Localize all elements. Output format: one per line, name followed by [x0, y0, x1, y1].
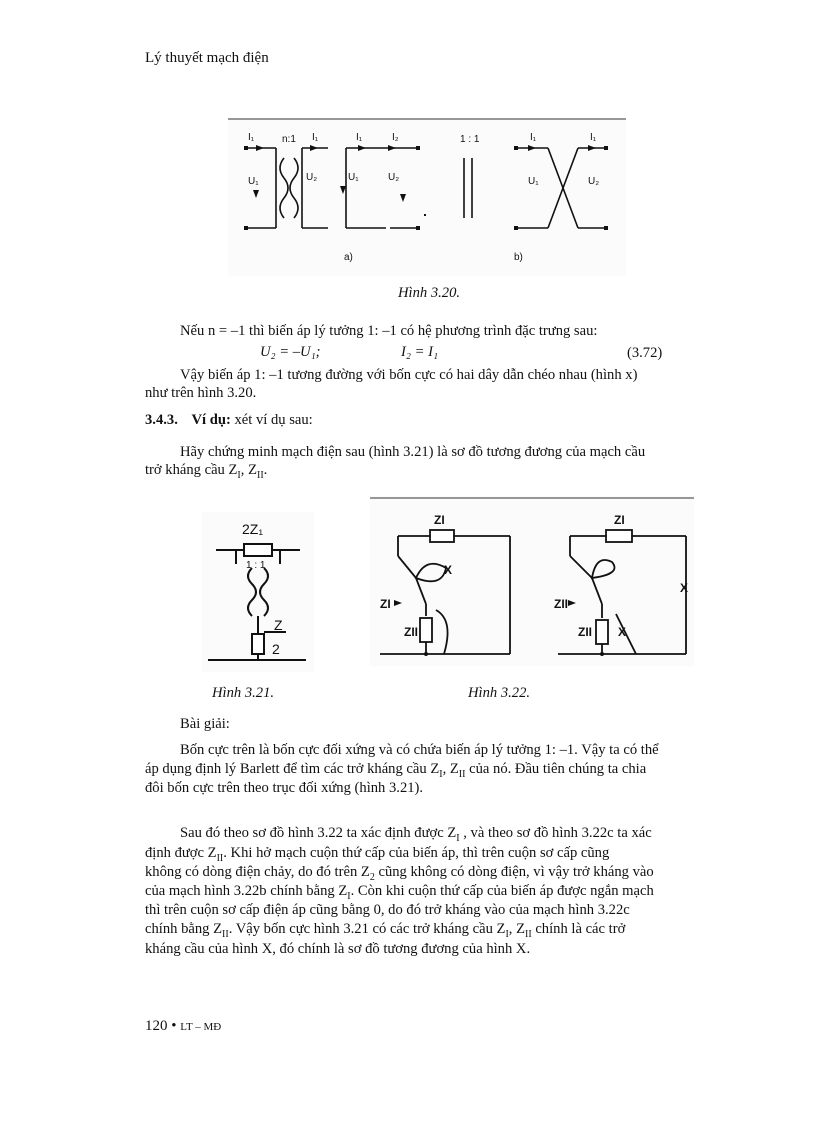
fig320-ratio-b: 1 : 1 — [460, 134, 480, 145]
footer-code: LT – MĐ — [180, 1021, 222, 1033]
p3-text: trở kháng cầu Z — [145, 462, 238, 478]
p5-j: . Vậy bốn cực hình 3.21 có các trở kháng cầu Z — [228, 921, 506, 937]
paragraph-1: Nếu n = –1 thì biến áp lý tưởng 1: –1 có hệ phương trình đặc trưng sau: — [180, 323, 598, 339]
fig322-zii-input: ZII — [554, 597, 568, 611]
section-heading — [145, 412, 313, 429]
paragraph-3-line-1: Hãy chứng minh mạch điện sau (hình 3.21) là sơ đồ tương đương của mạch cầu — [180, 444, 646, 460]
p4-sub1: I — [439, 768, 443, 780]
p3-sub2: II — [256, 469, 264, 481]
p5-sub7: II — [525, 928, 532, 940]
p5-g: của mạch hình 3.22b chính bằng Z — [145, 883, 348, 899]
fig320-sub-a: a) — [344, 252, 353, 263]
fig320-i1d-label: I₁ — [590, 132, 597, 143]
p4-a: áp dụng định lý Barlett để tìm các trở kháng cầu Z — [145, 761, 440, 777]
fig320-u2c-label: U₂ — [588, 176, 600, 187]
section-title: Ví dụ: — [191, 412, 231, 428]
p5-b: , và theo sơ đồ hình 3.22c ta xác — [459, 825, 652, 841]
fig321-label-z: Z — [274, 617, 283, 633]
p4-c: của nó. Đầu tiên chúng ta chia — [465, 761, 647, 777]
fig320-i1c-label: I₁ — [530, 132, 537, 143]
p5-f: cũng không có dòng điện, vì vậy trở kháng vào — [374, 864, 654, 880]
fig321-label-2: 2 — [272, 641, 280, 657]
fig320-i1-label: I₁ — [248, 132, 255, 143]
p5-sub2: II — [216, 852, 224, 864]
paragraph-2-line-1: Vậy biến áp 1: –1 tương đường với bốn cực có hai dây dẫn chéo nhau (hình x) — [180, 367, 638, 383]
fig320-sub-b: b) — [514, 252, 523, 263]
p4-b: , Z — [442, 761, 459, 777]
fig322-zi-a: ZI — [434, 513, 445, 527]
p5-d: . Khi hở mạch cuộn thứ cấp của biến áp, thì trên cuộn sơ cấp cũng — [223, 845, 610, 861]
equation-number: (3.72) — [627, 345, 663, 361]
fig322-zi-b: ZI — [614, 513, 625, 527]
p5-sub5: II — [222, 928, 229, 940]
p5-c: định được Z — [145, 845, 217, 861]
p4-sub2: II — [458, 768, 466, 780]
figure-3-20-caption: Hình 3.20. — [398, 285, 461, 301]
fig322-zi-input: ZI — [380, 597, 391, 611]
paragraph-4-line-1: Bốn cực trên là bốn cực đối xứng và có chứa biến áp lý tưởng 1: –1. Vậy ta có thể — [180, 742, 659, 758]
solution-label: Bài giải: — [180, 716, 230, 732]
fig322-zii-b: ZII — [578, 625, 592, 639]
figure-3-21-caption: Hình 3.21. — [212, 685, 275, 701]
paragraph-3-line-2 — [145, 461, 267, 485]
fig320-u1-label: U₁ — [248, 176, 259, 187]
section-rest: xét ví dụ sau: — [230, 412, 313, 428]
fig322-x-b: X — [680, 581, 689, 595]
p5-sub4: I — [347, 890, 351, 902]
fig320-u2-label: U₂ — [306, 172, 318, 183]
p5-h: . Còn khi cuộn thứ cấp của biến áp được ngắn mạch — [350, 883, 654, 899]
p5-a: Sau đó theo sơ đồ hình 3.22 ta xác định được Z — [180, 825, 457, 841]
p5-sub6: I — [505, 928, 509, 940]
paragraph-2-line-2: như trên hình 3.20. — [145, 385, 257, 401]
fig322-x-c: X — [618, 625, 627, 639]
figure-3-20 — [228, 118, 626, 276]
p5-e: không có dòng điện chảy, do đó trên Z — [145, 864, 370, 880]
equation-left: U₂ = –U₁; — [260, 344, 321, 360]
footer-bullet: • — [171, 1018, 177, 1034]
fig320-i2-label: I₁ — [312, 132, 319, 143]
fig321-label-2z1: 2Z₁ — [242, 521, 264, 537]
p3-sub1: I — [237, 469, 241, 481]
running-header: Lý thuyết mạch điện — [145, 50, 269, 66]
figure-3-22-caption: Hình 3.22. — [468, 685, 531, 701]
equation-right: I₂ = I₁ — [401, 344, 439, 360]
p5-k: , Z — [508, 921, 525, 937]
paragraph-4-line-3: đôi bốn cực trên theo trục đối xứng (hình 3.21). — [145, 780, 424, 796]
fig320-u1c-label: U₁ — [528, 176, 539, 187]
paragraph-5-line-7: kháng cầu của hình X, đó chính là sơ đồ tương đương của hình X. — [145, 941, 531, 957]
p5-sub3: 2 — [369, 871, 375, 883]
p5-l: chính là các trở — [531, 921, 626, 937]
p3-mid: , Z — [240, 462, 257, 478]
p5-sub1: I — [456, 832, 460, 844]
fig320-u2b-label: U₂ — [388, 172, 400, 183]
page-number: 120 — [145, 1018, 168, 1034]
fig322-x-a: X — [444, 563, 453, 577]
fig320-i2b-label: I₂ — [392, 132, 399, 143]
fig321-ratio: 1 : 1 — [246, 560, 266, 571]
figure-3-22 — [370, 496, 694, 666]
section-number: 3.4.3. — [145, 412, 178, 428]
page-footer — [145, 1018, 221, 1035]
fig320-i1b-label: I₁ — [356, 132, 363, 143]
paragraph-5-line-5: thì trên cuộn sơ cấp điện áp cũng bằng 0, do đó trở kháng vào của mạch hình 3.22c — [145, 902, 630, 918]
figure-3-21 — [202, 512, 314, 672]
fig320-u1b-label: U₁ — [348, 172, 359, 183]
fig320-ratio-a: n:1 — [282, 134, 296, 145]
fig322-zii-a: ZII — [404, 625, 418, 639]
p3-end: . — [263, 462, 268, 478]
p5-i: chính bằng Z — [145, 921, 223, 937]
